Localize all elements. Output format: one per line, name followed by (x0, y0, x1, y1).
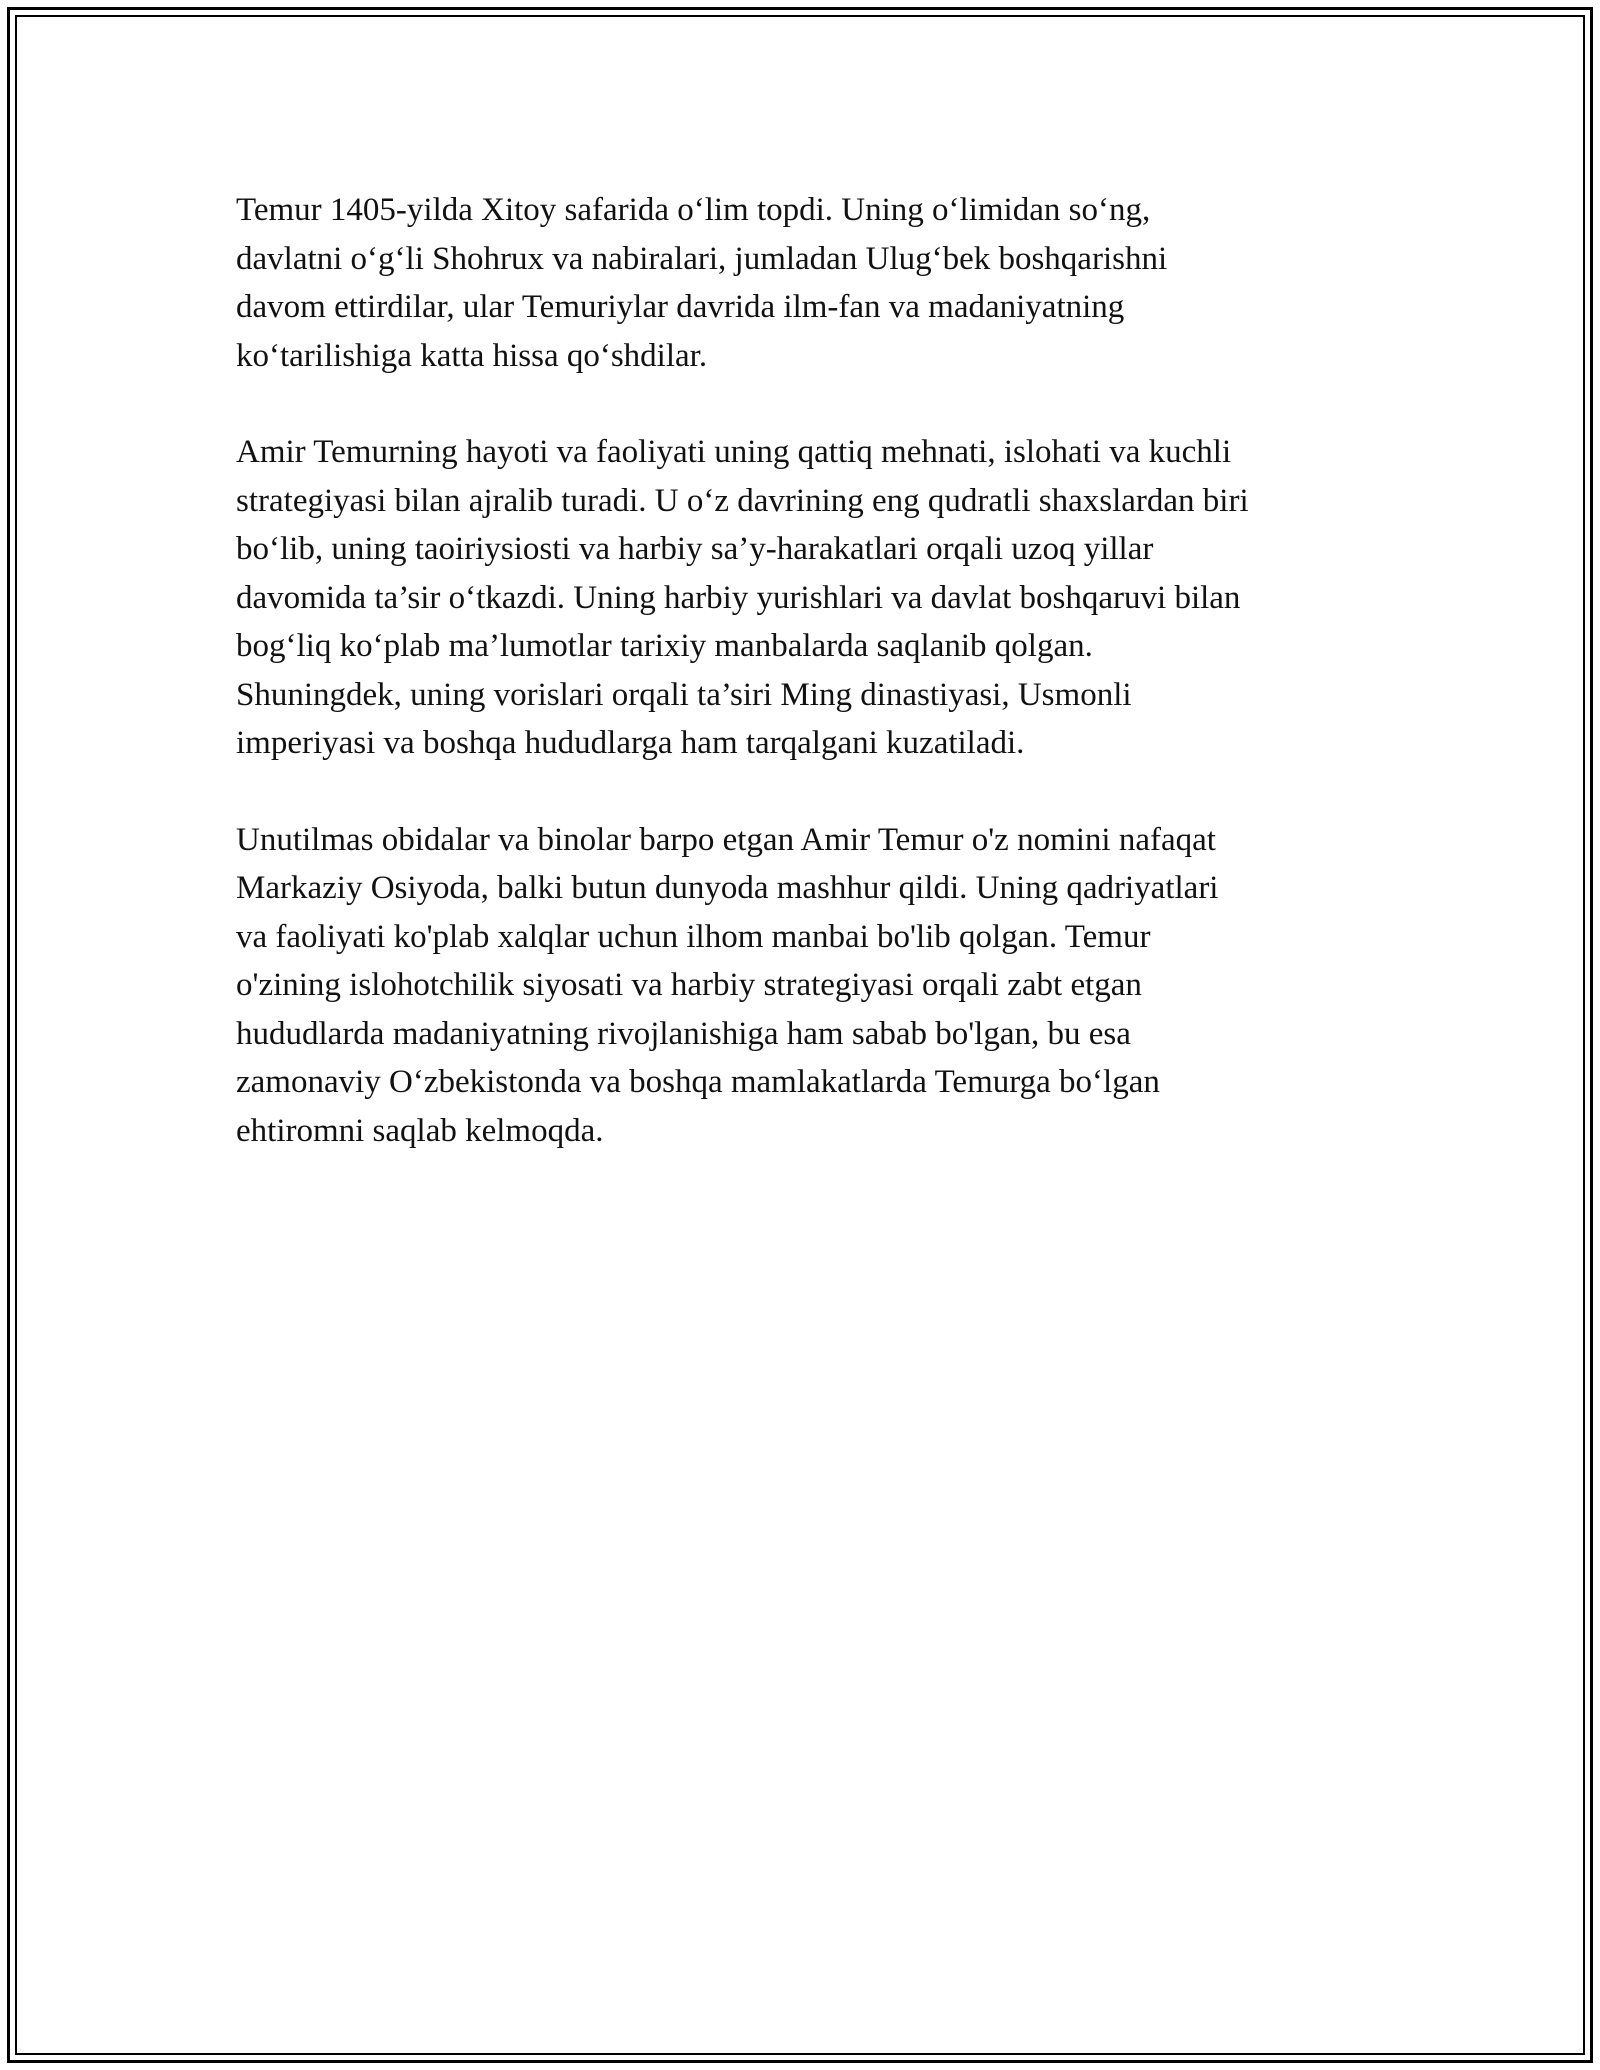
paragraph-2 (236, 428, 1416, 768)
paragraph-line: bog‘liq ko‘plab ma’lumotlar tarixiy manbalarda saqlanib qolgan. (236, 628, 1093, 664)
paragraph-line: Unutilmas obidalar va binolar barpo etgan Amir Temur o'z nomini nafaqat (236, 821, 1216, 858)
paragraph-line: imperiyasi va boshqa hududlarga ham tarqalgani kuzatiladi. (236, 725, 1025, 761)
paragraph-line: hududlarda madaniyatning rivojlanishiga ham sabab bo'lgan, bu esa (236, 1015, 1131, 1052)
paragraph-line: Markaziy Osiyoda, balki butun dunyoda mashhur qildi. Uning qadriyatlari (236, 870, 1219, 906)
paragraph-line: ehtiromni saqlab kelmoqda. (236, 1112, 604, 1149)
paragraph-line: strategiyasi bilan ajralib turadi. U o‘z davrining eng qudratli shaxslardan biri (236, 482, 1249, 519)
paragraph-line: Shuningdek, uning vorislari orqali ta’siri Ming dinastiyasi, Usmonli (236, 676, 1132, 713)
paragraph-line: bo‘lib, uning taoiriysiosti va harbiy sa’y-harakatlari orqali uzoq yillar (236, 531, 1154, 567)
paragraph-3 (236, 816, 1416, 1156)
paragraph-line: Amir Temurning hayoti va faoliyati uning qattiq mehnati, islohati va kuchli (236, 434, 1232, 470)
document-body (236, 186, 1416, 1203)
paragraph-line: Temur 1405-yilda Xitoy safarida o‘lim topdi. Uning o‘limidan so‘ng, (236, 192, 1151, 228)
paragraph-line: davomida ta’sir o‘tkazdi. Uning harbiy yurishlari va davlat boshqaruvi bilan (236, 579, 1241, 616)
paragraph-line: davlatni o‘g‘li Shohrux va nabiralari, jumladan Ulug‘bek boshqarishni (236, 240, 1168, 277)
paragraph-line: davom ettirdilar, ular Temuriylar davrida ilm-fan va madaniyatning (236, 289, 1125, 325)
paragraph-line: va faoliyati ko'plab xalqlar uchun ilhom manbai bo'lib qolgan. Temur (236, 918, 1151, 955)
paragraph-1 (236, 186, 1416, 380)
paragraph-line: o'zining islohotchilik siyosati va harbiy strategiyasi orqali zabt etgan (236, 967, 1142, 1003)
paragraph-line: ko‘tarilishiga katta hissa qo‘shdilar. (236, 337, 708, 374)
paragraph-line: zamonaviy O‘zbekistonda va boshqa mamlakatlarda Temurga bo‘lgan (236, 1064, 1160, 1100)
